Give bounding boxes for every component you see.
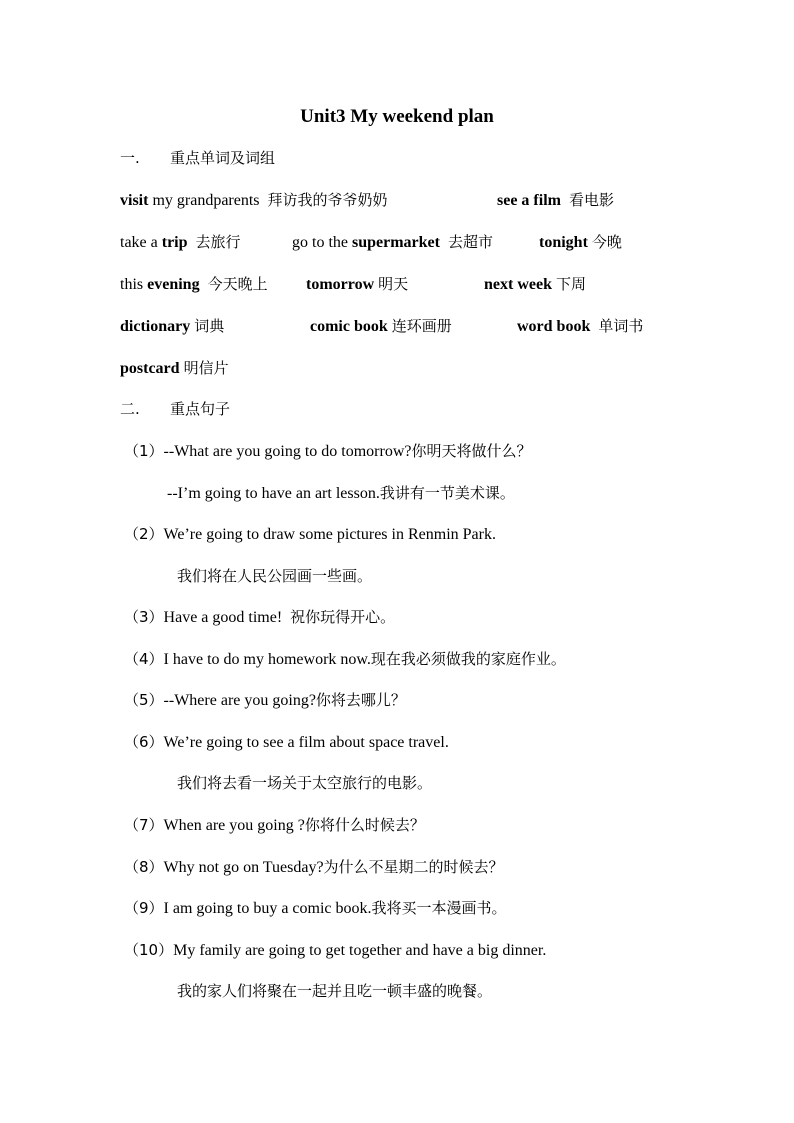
vocab-term: this [120, 276, 148, 293]
sentence-english: We’re going to draw some pictures in Renmin Park. [163, 526, 496, 543]
sentence-line [177, 565, 372, 588]
section-heading-sentences [120, 398, 230, 421]
vocab-item [120, 315, 224, 338]
sentence-chinese: 你将什么时候去？ [304, 816, 425, 834]
vocab-translation: 连环画册 [391, 317, 452, 335]
sentence-line [124, 648, 566, 671]
vocab-term-bold: dictionary [120, 318, 191, 335]
vocab-term: go to the [292, 234, 352, 251]
vocab-item [539, 231, 622, 254]
vocab-term-bold: next week [484, 276, 552, 293]
vocab-item [120, 231, 241, 254]
sentence-chinese: 我讲有一节美术课。 [379, 484, 515, 502]
vocab-term-bold: comic book [310, 318, 388, 335]
sentence-line [124, 814, 425, 837]
sentence-number: （1） [124, 442, 164, 460]
vocab-term-bold: see a film [497, 192, 561, 209]
sentence-english: I have to do my homework now. [163, 651, 371, 668]
vocab-term-bold: trip [161, 234, 188, 251]
sentence-line [124, 731, 449, 754]
vocab-translation: 词典 [194, 317, 225, 335]
sentence-english: When are you going ? [163, 817, 305, 834]
sentence-number: （6） [124, 733, 164, 751]
vocab-term-bold: supermarket [352, 234, 440, 251]
sentence-line [177, 772, 432, 795]
sentence-english: I am going to buy a comic book. [163, 900, 372, 917]
sentence-number: （7） [124, 816, 164, 834]
vocab-term-bold: visit [120, 192, 149, 209]
vocab-item [306, 273, 408, 296]
sentence-english: Why not go on Tuesday? [163, 859, 324, 876]
sentence-chinese: 现在我必须做我的家庭作业。 [370, 650, 566, 668]
sentence-chinese: 为什么不星期二的时候去？ [323, 858, 504, 876]
section-number: 二. [120, 400, 140, 418]
vocab-translation: 明天 [378, 275, 409, 293]
sentence-english: --Where are you going? [163, 692, 316, 709]
sentence-line [124, 523, 496, 546]
vocab-translation: 单词书 [598, 317, 644, 335]
sentence-english: We’re going to see a film about space travel. [163, 734, 449, 751]
vocab-item [517, 315, 643, 338]
vocab-translation: 今天晚上 [207, 275, 268, 293]
sentence-english: --What are you going to do tomorrow? [163, 443, 412, 460]
sentence-english: My family are going to get together and have a big dinner. [173, 942, 547, 959]
section-label: 重点句子 [170, 400, 231, 418]
page-title: Unit3 My weekend plan [300, 106, 494, 127]
sentence-line [124, 897, 507, 920]
sentence-line [124, 440, 532, 463]
sentence-number: （4） [124, 650, 164, 668]
vocab-item [310, 315, 452, 338]
sentence-line [124, 689, 406, 712]
sentence-number: （2） [124, 525, 164, 543]
sentence-chinese: 我将买一本漫画书。 [371, 899, 507, 917]
vocab-translation: 看电影 [568, 191, 614, 209]
vocab-translation: 去超市 [447, 233, 493, 251]
sentence-chinese: 我们将在人民公园画一些画。 [177, 567, 373, 585]
vocab-translation: 拜访我的爷爷奶奶 [267, 191, 388, 209]
vocab-term-bold: tomorrow [306, 276, 375, 293]
sentence-number: （5） [124, 691, 164, 709]
section-label: 重点单词及词组 [170, 149, 276, 167]
vocab-item [292, 231, 493, 254]
sentence-line [124, 606, 395, 629]
sentence-english: --I’m going to have an art lesson. [167, 485, 380, 502]
vocab-term-bold: postcard [120, 360, 180, 377]
vocab-term-bold: word book [517, 318, 591, 335]
vocab-item [497, 189, 614, 212]
sentence-number: （10） [124, 941, 174, 959]
sentence-chinese: 你明天将做什么？ [411, 442, 532, 460]
vocab-item [120, 189, 388, 212]
sentence-chinese: 我们将去看一场关于太空旅行的电影。 [177, 774, 433, 792]
sentence-chinese: 祝你玩得开心。 [290, 608, 396, 626]
sentence-english: Have a good time! [163, 609, 283, 626]
sentence-line [124, 939, 546, 962]
vocab-term: take a [120, 234, 162, 251]
sentence-chinese: 你将去哪儿？ [315, 691, 406, 709]
vocab-item [120, 273, 268, 296]
vocab-item [120, 357, 229, 380]
sentence-number: （3） [124, 608, 164, 626]
section-heading-vocab [120, 147, 275, 170]
sentence-line [177, 980, 492, 1003]
vocab-translation: 今晚 [591, 233, 622, 251]
vocab-term-bold: evening [147, 276, 200, 293]
sentence-number: （9） [124, 899, 164, 917]
vocab-translation: 去旅行 [195, 233, 241, 251]
vocab-term-bold: tonight [539, 234, 588, 251]
section-number: 一. [120, 149, 140, 167]
sentence-line [167, 482, 515, 505]
sentence-line [124, 856, 504, 879]
vocab-translation: 下周 [555, 275, 586, 293]
vocab-item [484, 273, 586, 296]
sentence-chinese: 我的家人们将聚在一起并且吃一顿丰盛的晚餐。 [177, 982, 493, 1000]
vocab-term: my grandparents [148, 192, 260, 209]
vocab-translation: 明信片 [183, 359, 229, 377]
sentence-number: （8） [124, 858, 164, 876]
